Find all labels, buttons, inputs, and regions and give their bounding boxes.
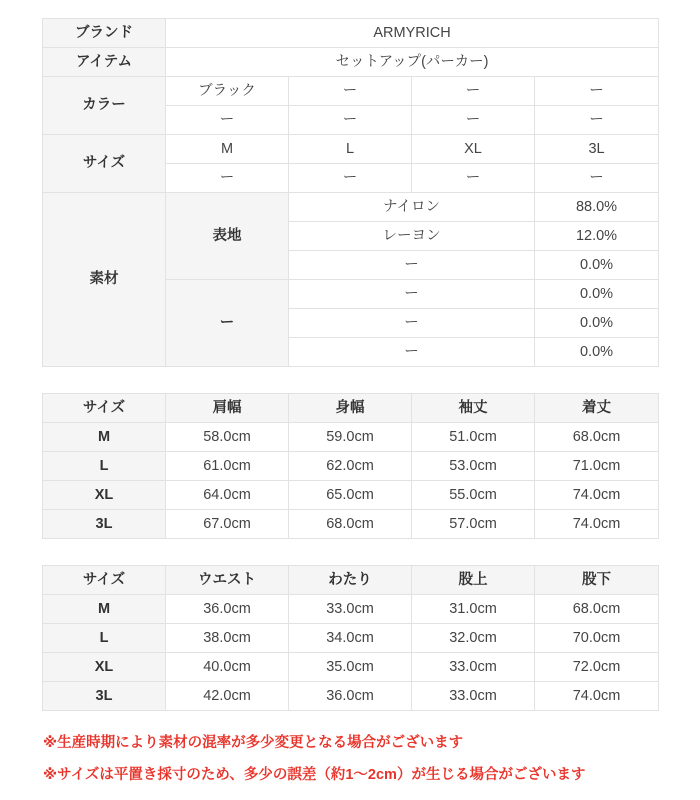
tops-m-length: 68.0cm <box>535 423 659 452</box>
bottoms-measurement-table <box>42 565 659 711</box>
bottoms-m-thigh: 33.0cm <box>289 595 412 624</box>
bottoms-xl-waist: 40.0cm <box>166 653 289 682</box>
bottoms-size-l: L <box>43 624 166 653</box>
bottoms-size-xl: XL <box>43 653 166 682</box>
bottoms-m-waist: 36.0cm <box>166 595 289 624</box>
size-value-3: XL <box>412 135 535 164</box>
bottoms-l-thigh: 34.0cm <box>289 624 412 653</box>
note-material-ratio: ※生産時期により素材の混率が多少変更となる場合がございます <box>43 735 464 751</box>
material-pct-2: 12.0% <box>535 222 659 251</box>
material-name-6: ー <box>289 338 535 367</box>
material-pct-6: 0.0% <box>535 338 659 367</box>
bottoms-3l-waist: 42.0cm <box>166 682 289 711</box>
table-row <box>43 682 659 711</box>
table-row <box>43 624 659 653</box>
bottoms-col-inseam: 股下 <box>535 566 659 595</box>
row-label-color: カラー <box>43 77 166 135</box>
table-row <box>43 481 659 510</box>
tops-m-shoulder: 58.0cm <box>166 423 289 452</box>
row-label-material: 素材 <box>43 193 166 367</box>
row-label-brand: ブランド <box>43 19 166 48</box>
notes-section <box>42 735 658 785</box>
bottoms-l-rise: 32.0cm <box>412 624 535 653</box>
bottoms-3l-inseam: 74.0cm <box>535 682 659 711</box>
tops-xl-chest: 65.0cm <box>289 481 412 510</box>
bottoms-xl-thigh: 35.0cm <box>289 653 412 682</box>
material-name-3: ー <box>289 251 535 280</box>
tops-3l-chest: 68.0cm <box>289 510 412 539</box>
tops-l-chest: 62.0cm <box>289 452 412 481</box>
color-value-2: ー <box>289 77 412 106</box>
tops-3l-sleeve: 57.0cm <box>412 510 535 539</box>
row-label-size: サイズ <box>43 135 166 193</box>
tops-l-shoulder: 61.0cm <box>166 452 289 481</box>
color-value-4: ー <box>535 77 659 106</box>
bottoms-xl-rise: 33.0cm <box>412 653 535 682</box>
tops-xl-sleeve: 55.0cm <box>412 481 535 510</box>
color-value-8: ー <box>535 106 659 135</box>
size-value-7: ー <box>412 164 535 193</box>
row-label-item: アイテム <box>43 48 166 77</box>
color-value-5: ー <box>166 106 289 135</box>
tops-header-row <box>43 394 659 423</box>
tops-3l-shoulder: 67.0cm <box>166 510 289 539</box>
tops-col-sleeve: 袖丈 <box>412 394 535 423</box>
bottoms-xl-inseam: 72.0cm <box>535 653 659 682</box>
material-group-label-2: ー <box>166 280 289 367</box>
material-group-label-1: 表地 <box>166 193 289 280</box>
tops-col-shoulder: 肩幅 <box>166 394 289 423</box>
table-row <box>43 452 659 481</box>
tops-l-length: 71.0cm <box>535 452 659 481</box>
table-row-brand <box>43 19 659 48</box>
tops-size-xl: XL <box>43 481 166 510</box>
bottoms-3l-rise: 33.0cm <box>412 682 535 711</box>
bottoms-l-waist: 38.0cm <box>166 624 289 653</box>
tops-col-size: サイズ <box>43 394 166 423</box>
tops-xl-shoulder: 64.0cm <box>166 481 289 510</box>
bottoms-col-waist: ウエスト <box>166 566 289 595</box>
table-row-material-1 <box>43 193 659 222</box>
tops-size-3l: 3L <box>43 510 166 539</box>
table-row-color-1 <box>43 77 659 106</box>
size-value-4: 3L <box>535 135 659 164</box>
tops-col-length: 着丈 <box>535 394 659 423</box>
bottoms-col-thigh: わたり <box>289 566 412 595</box>
size-value-2: L <box>289 135 412 164</box>
size-value-8: ー <box>535 164 659 193</box>
table-gap-2 <box>42 539 658 565</box>
table-row <box>43 595 659 624</box>
note-measurement-tolerance: ※サイズは平置き採寸のため、多少の誤差（約1〜2cm）が生じる場合がございます <box>43 767 586 784</box>
size-value-1: M <box>166 135 289 164</box>
material-pct-1: 88.0% <box>535 193 659 222</box>
color-value-1: ブラック <box>166 77 289 106</box>
row-value-item: セットアップ(パーカー) <box>166 48 659 77</box>
bottoms-col-size: サイズ <box>43 566 166 595</box>
bottoms-l-inseam: 70.0cm <box>535 624 659 653</box>
tops-m-sleeve: 51.0cm <box>412 423 535 452</box>
size-value-6: ー <box>289 164 412 193</box>
table-row <box>43 653 659 682</box>
tops-size-m: M <box>43 423 166 452</box>
bottoms-col-rise: 股上 <box>412 566 535 595</box>
color-value-6: ー <box>289 106 412 135</box>
tops-measurement-table <box>42 393 659 539</box>
tops-m-chest: 59.0cm <box>289 423 412 452</box>
tops-col-chest: 身幅 <box>289 394 412 423</box>
bottoms-header-row <box>43 566 659 595</box>
color-value-7: ー <box>412 106 535 135</box>
material-pct-5: 0.0% <box>535 309 659 338</box>
material-name-1: ナイロン <box>289 193 535 222</box>
tops-xl-length: 74.0cm <box>535 481 659 510</box>
table-row <box>43 510 659 539</box>
bottoms-m-inseam: 68.0cm <box>535 595 659 624</box>
tops-l-sleeve: 53.0cm <box>412 452 535 481</box>
table-row-size-1 <box>43 135 659 164</box>
tops-size-l: L <box>43 452 166 481</box>
bottoms-size-3l: 3L <box>43 682 166 711</box>
material-name-5: ー <box>289 309 535 338</box>
size-value-5: ー <box>166 164 289 193</box>
table-row-item <box>43 48 659 77</box>
material-pct-3: 0.0% <box>535 251 659 280</box>
tops-3l-length: 74.0cm <box>535 510 659 539</box>
color-value-3: ー <box>412 77 535 106</box>
bottoms-m-rise: 31.0cm <box>412 595 535 624</box>
material-pct-4: 0.0% <box>535 280 659 309</box>
row-value-brand: ARMYRICH <box>166 19 659 48</box>
product-spec-table <box>42 18 659 367</box>
material-name-2: レーヨン <box>289 222 535 251</box>
bottoms-size-m: M <box>43 595 166 624</box>
bottoms-3l-thigh: 36.0cm <box>289 682 412 711</box>
table-gap-1 <box>42 367 658 393</box>
table-row <box>43 423 659 452</box>
material-name-4: ー <box>289 280 535 309</box>
